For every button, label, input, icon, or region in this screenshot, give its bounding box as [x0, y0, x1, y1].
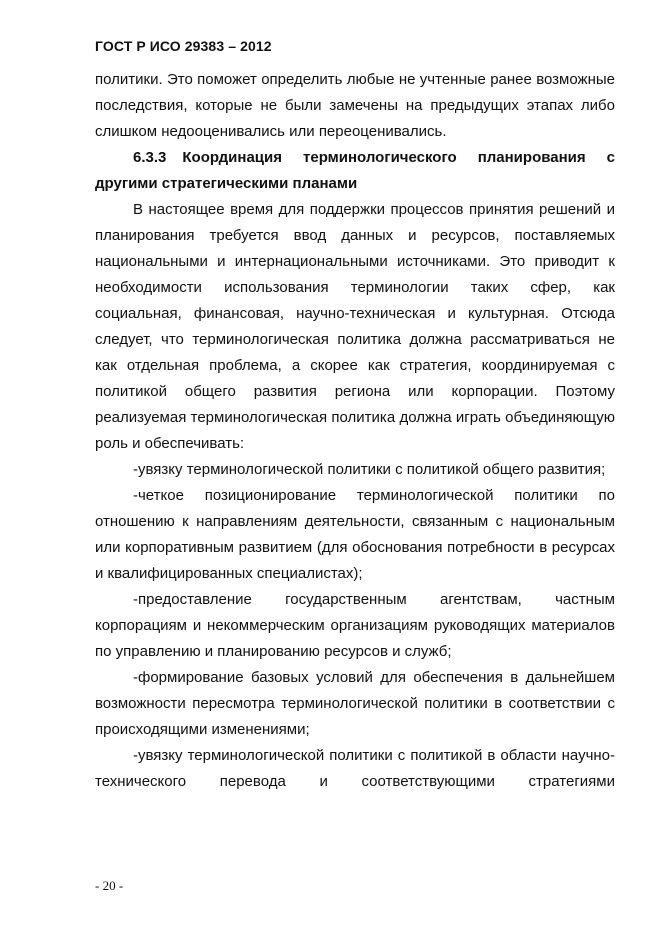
paragraph-continuation: политики. Это поможет определить любые не учтенные ранее возможные последствия, которые не были замечены на предыдущих этапах либо слишком недооценивались или переоценивались.: [95, 71, 615, 140]
section-title: Координация терминологического планирования с другими стратегическими планами: [95, 149, 615, 192]
section-heading: [95, 145, 615, 197]
list-item: -четкое позиционирование терминологической политики по отношению к направлениям деятельности, связанным с национальным или корпоративным развитием (для обоснования потребности в ресурсах и квалифицированных специалистах);: [95, 487, 615, 582]
list-item: -формирование базовых условий для обеспечения в дальнейшем возможности пересмотра терминологической политики в соответствии с происходящими изменениями;: [95, 669, 615, 738]
document-header: ГОСТ Р ИСО 29383 – 2012: [95, 38, 272, 54]
page-body: [95, 67, 615, 795]
section-number: 6.3.3: [133, 149, 167, 166]
page-number: - 20 -: [95, 878, 124, 893]
list-item: -увязку терминологической политики с политикой в области научно-технического перевода и соответствующими стратегиями: [95, 747, 615, 790]
list-item: -предоставление государственным агентствам, частным корпорациям и некоммерческим организациям руководящих материалов по управлению и планированию ресурсов и служб;: [95, 591, 615, 660]
paragraph-intro: В настоящее время для поддержки процессов принятия решений и планирования требуется ввод данных и ресурсов, поставляемых национальными и интернациональными источниками. Это приводит к необходимости использования терминологии таких сфер, как социальная, финансовая, научно-техническая и культурная. Отсюда следует, что терминологическая политика должна рассматриваться не как отдельная проблема, а скорее как стратегия, координируемая с политикой общего развития региона или корпорации. Поэтому реализуемая терминологическая политика должна играть объединяющую роль и обеспечивать:: [95, 201, 615, 452]
list-item: -увязку терминологической политики с политикой общего развития;: [133, 461, 606, 478]
